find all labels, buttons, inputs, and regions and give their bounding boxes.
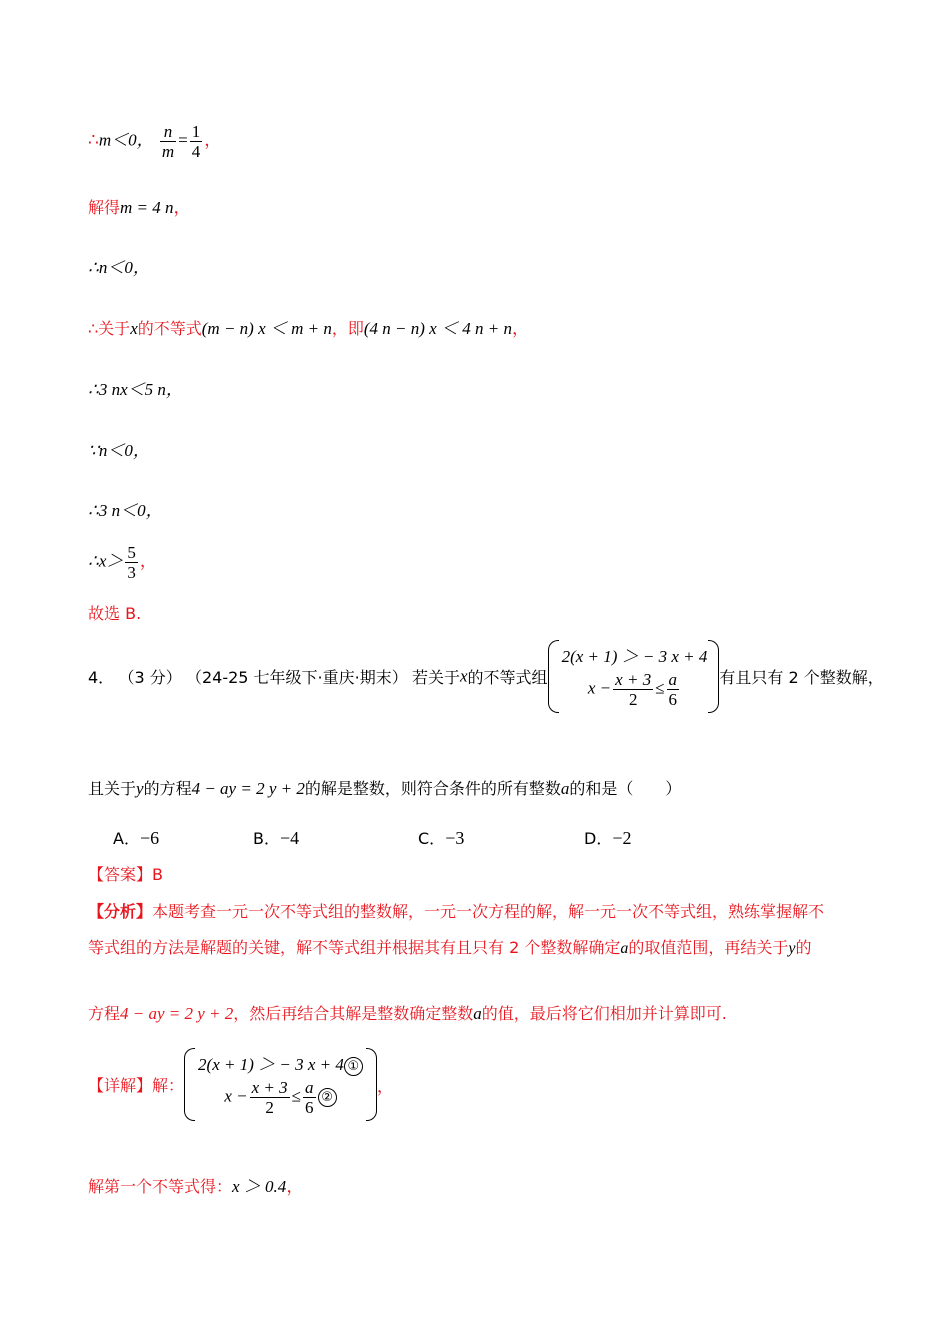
equals-sign: = xyxy=(178,130,188,150)
fraction-a-6 xyxy=(667,670,680,709)
comma: ， xyxy=(204,130,222,150)
step-line-8 xyxy=(88,543,157,582)
question-number: 4． xyxy=(88,668,115,687)
option-c[interactable] xyxy=(418,826,464,849)
analysis-tag: 【分析】 xyxy=(88,902,153,921)
text-namely: ，即 xyxy=(331,319,364,338)
system-row-2 xyxy=(198,1078,363,1117)
row-text: 2(x + 1) ＞ − 3 x + 4 xyxy=(198,1055,344,1074)
step-line-3 xyxy=(88,253,150,278)
var-a: a xyxy=(620,940,629,957)
option-label: D． xyxy=(584,829,613,848)
detail-line xyxy=(88,1048,394,1121)
stem-text: 的和是（ ） xyxy=(569,779,682,798)
detail-intro: 解： xyxy=(152,1076,185,1095)
because-n-negative: ∵n＜0， xyxy=(88,441,150,460)
option-value: −4 xyxy=(279,828,300,848)
step-line-1 xyxy=(88,122,221,161)
system-row-1: 2(x + 1) ＞ − 3 x + 4 xyxy=(561,647,708,666)
inequality-system xyxy=(548,640,720,713)
frac-den: 2 xyxy=(628,690,638,709)
frac-num: n xyxy=(160,122,176,142)
option-value: −2 xyxy=(612,828,632,848)
le-sign: ≤ xyxy=(655,678,665,698)
frac-num: 1 xyxy=(191,122,201,141)
analysis-line-3 xyxy=(88,1001,727,1024)
left-brace xyxy=(184,1048,195,1121)
var-a: a xyxy=(560,779,570,798)
option-label: A． xyxy=(113,829,140,848)
question-stem-line-2 xyxy=(88,776,681,799)
detail-tag: 【详解】 xyxy=(88,1076,153,1095)
frac-den: m xyxy=(161,142,175,161)
stem-text: 的不等式组 xyxy=(467,668,548,687)
step-text: 解第一个不等式得： xyxy=(88,1177,233,1196)
frac-num: a xyxy=(305,1078,314,1097)
solve-label: 解得 xyxy=(88,198,121,217)
x-greater: ∴x＞ xyxy=(88,551,124,571)
system-row-2 xyxy=(562,670,708,709)
frac-num: x + 3 xyxy=(251,1078,288,1097)
var-a: a xyxy=(473,1004,482,1023)
inequality-2: (4 n − n) x ＜ 4 n + n xyxy=(363,319,512,338)
inequality-1: (m − n) x ＜ m + n xyxy=(201,319,332,338)
analysis-text: 本题考查一元一次不等式组的整数解，一元一次方程的解，解一元一次不等式组，熟练掌握解不 xyxy=(152,902,825,921)
equation: 4 − ay = 2 y + 2 xyxy=(191,779,305,798)
comma: ， xyxy=(173,198,191,217)
frac-den: 3 xyxy=(127,563,136,582)
equation-m-4n: m = 4 n xyxy=(120,198,174,217)
therefore-symbol: ∴ xyxy=(88,130,99,150)
frac-num: 5 xyxy=(127,543,136,562)
comma: ， xyxy=(139,551,157,571)
system-row-1 xyxy=(198,1052,363,1078)
analysis-text: 的取值范围，再结关于 xyxy=(628,938,789,957)
step-line-7 xyxy=(88,496,163,521)
answer-line xyxy=(88,862,163,885)
fraction-n-over-m xyxy=(160,122,176,161)
stem-text: 有且只有 2 个整数解， xyxy=(719,668,884,687)
analysis-line-1 xyxy=(88,899,824,922)
option-value: −3 xyxy=(445,828,465,848)
answer-value: B xyxy=(152,865,163,884)
analysis-text: 的值，最后将它们相加并计算即可. xyxy=(481,1004,727,1023)
option-d[interactable] xyxy=(584,826,631,849)
analysis-text: 等式组的方法是解题的关键，解不等式组并根据其有且只有 2 个整数解确定 xyxy=(88,938,621,957)
frac-num: x + 3 xyxy=(615,670,652,689)
row-part: x − xyxy=(224,1086,248,1106)
question-source: （24-25 七年级下·重庆·期末） xyxy=(185,668,408,687)
condition-m: m＜0， xyxy=(98,130,154,150)
x-greater-04: x ＞ 0.4 xyxy=(232,1177,287,1196)
frac-den: 4 xyxy=(191,142,201,161)
le-sign: ≤ xyxy=(291,1086,302,1106)
fraction-a-6 xyxy=(303,1078,316,1117)
option-value: −6 xyxy=(139,828,160,848)
detail-step-1 xyxy=(88,1172,303,1197)
fraction-5-3 xyxy=(125,543,138,582)
analysis-text: 的 xyxy=(795,938,812,957)
question-score: （3 分） xyxy=(118,668,182,687)
fraction-one-quarter xyxy=(190,122,203,161)
comma: ， xyxy=(286,1177,304,1196)
analysis-text: 方程 xyxy=(88,1004,121,1023)
frac-den: 6 xyxy=(668,690,678,709)
choose-text: 故选 B. xyxy=(88,604,142,623)
three-n-negative: ∴3 n＜0， xyxy=(88,501,163,520)
row-part: x − xyxy=(587,678,612,698)
right-brace xyxy=(366,1048,377,1121)
fraction-x3-2 xyxy=(250,1078,290,1117)
var-y: y xyxy=(788,940,796,957)
analysis-text: ，然后再结合其解是整数确定整数 xyxy=(233,1004,474,1023)
right-brace xyxy=(708,640,719,713)
step-line-5 xyxy=(88,375,183,400)
analysis-line-2 xyxy=(88,935,812,958)
var-y: y xyxy=(136,779,144,798)
option-label: C． xyxy=(418,829,446,848)
step-line-4 xyxy=(88,314,529,339)
inequality-3nx: ∴3 nx＜5 n， xyxy=(88,380,183,399)
frac-den: 2 xyxy=(265,1098,274,1117)
stem-text: 若关于 xyxy=(411,668,460,687)
circled-two: ② xyxy=(318,1088,337,1107)
circled-one: ① xyxy=(344,1057,363,1076)
option-label: B． xyxy=(253,829,280,848)
answer-tag: 【答案】 xyxy=(88,865,153,884)
stem-text: 且关于 xyxy=(88,779,137,798)
frac-den: 6 xyxy=(305,1098,314,1117)
text-inequality: 的不等式 xyxy=(137,319,202,338)
left-brace xyxy=(548,640,559,713)
question-stem-line-1 xyxy=(88,640,884,713)
option-b[interactable] xyxy=(253,826,299,849)
comma: ， xyxy=(511,319,529,338)
var-x: x xyxy=(460,666,468,686)
stem-text: 的解是整数，则符合条件的所有整数 xyxy=(304,779,561,798)
detail-inequality-system xyxy=(184,1048,377,1121)
equation: 4 − ay = 2 y + 2 xyxy=(120,1004,234,1023)
text-about: ∴关于 xyxy=(88,319,131,338)
n-negative: ∴n＜0， xyxy=(88,258,150,277)
fraction-x3-2 xyxy=(613,670,653,709)
choose-line xyxy=(88,601,141,624)
step-line-2 xyxy=(88,193,191,218)
option-a[interactable] xyxy=(113,826,159,849)
step-line-6 xyxy=(88,436,150,461)
frac-num: a xyxy=(668,670,678,689)
stem-text: 的方程 xyxy=(143,779,192,798)
comma: ， xyxy=(376,1077,394,1096)
var-x: x xyxy=(130,319,138,338)
